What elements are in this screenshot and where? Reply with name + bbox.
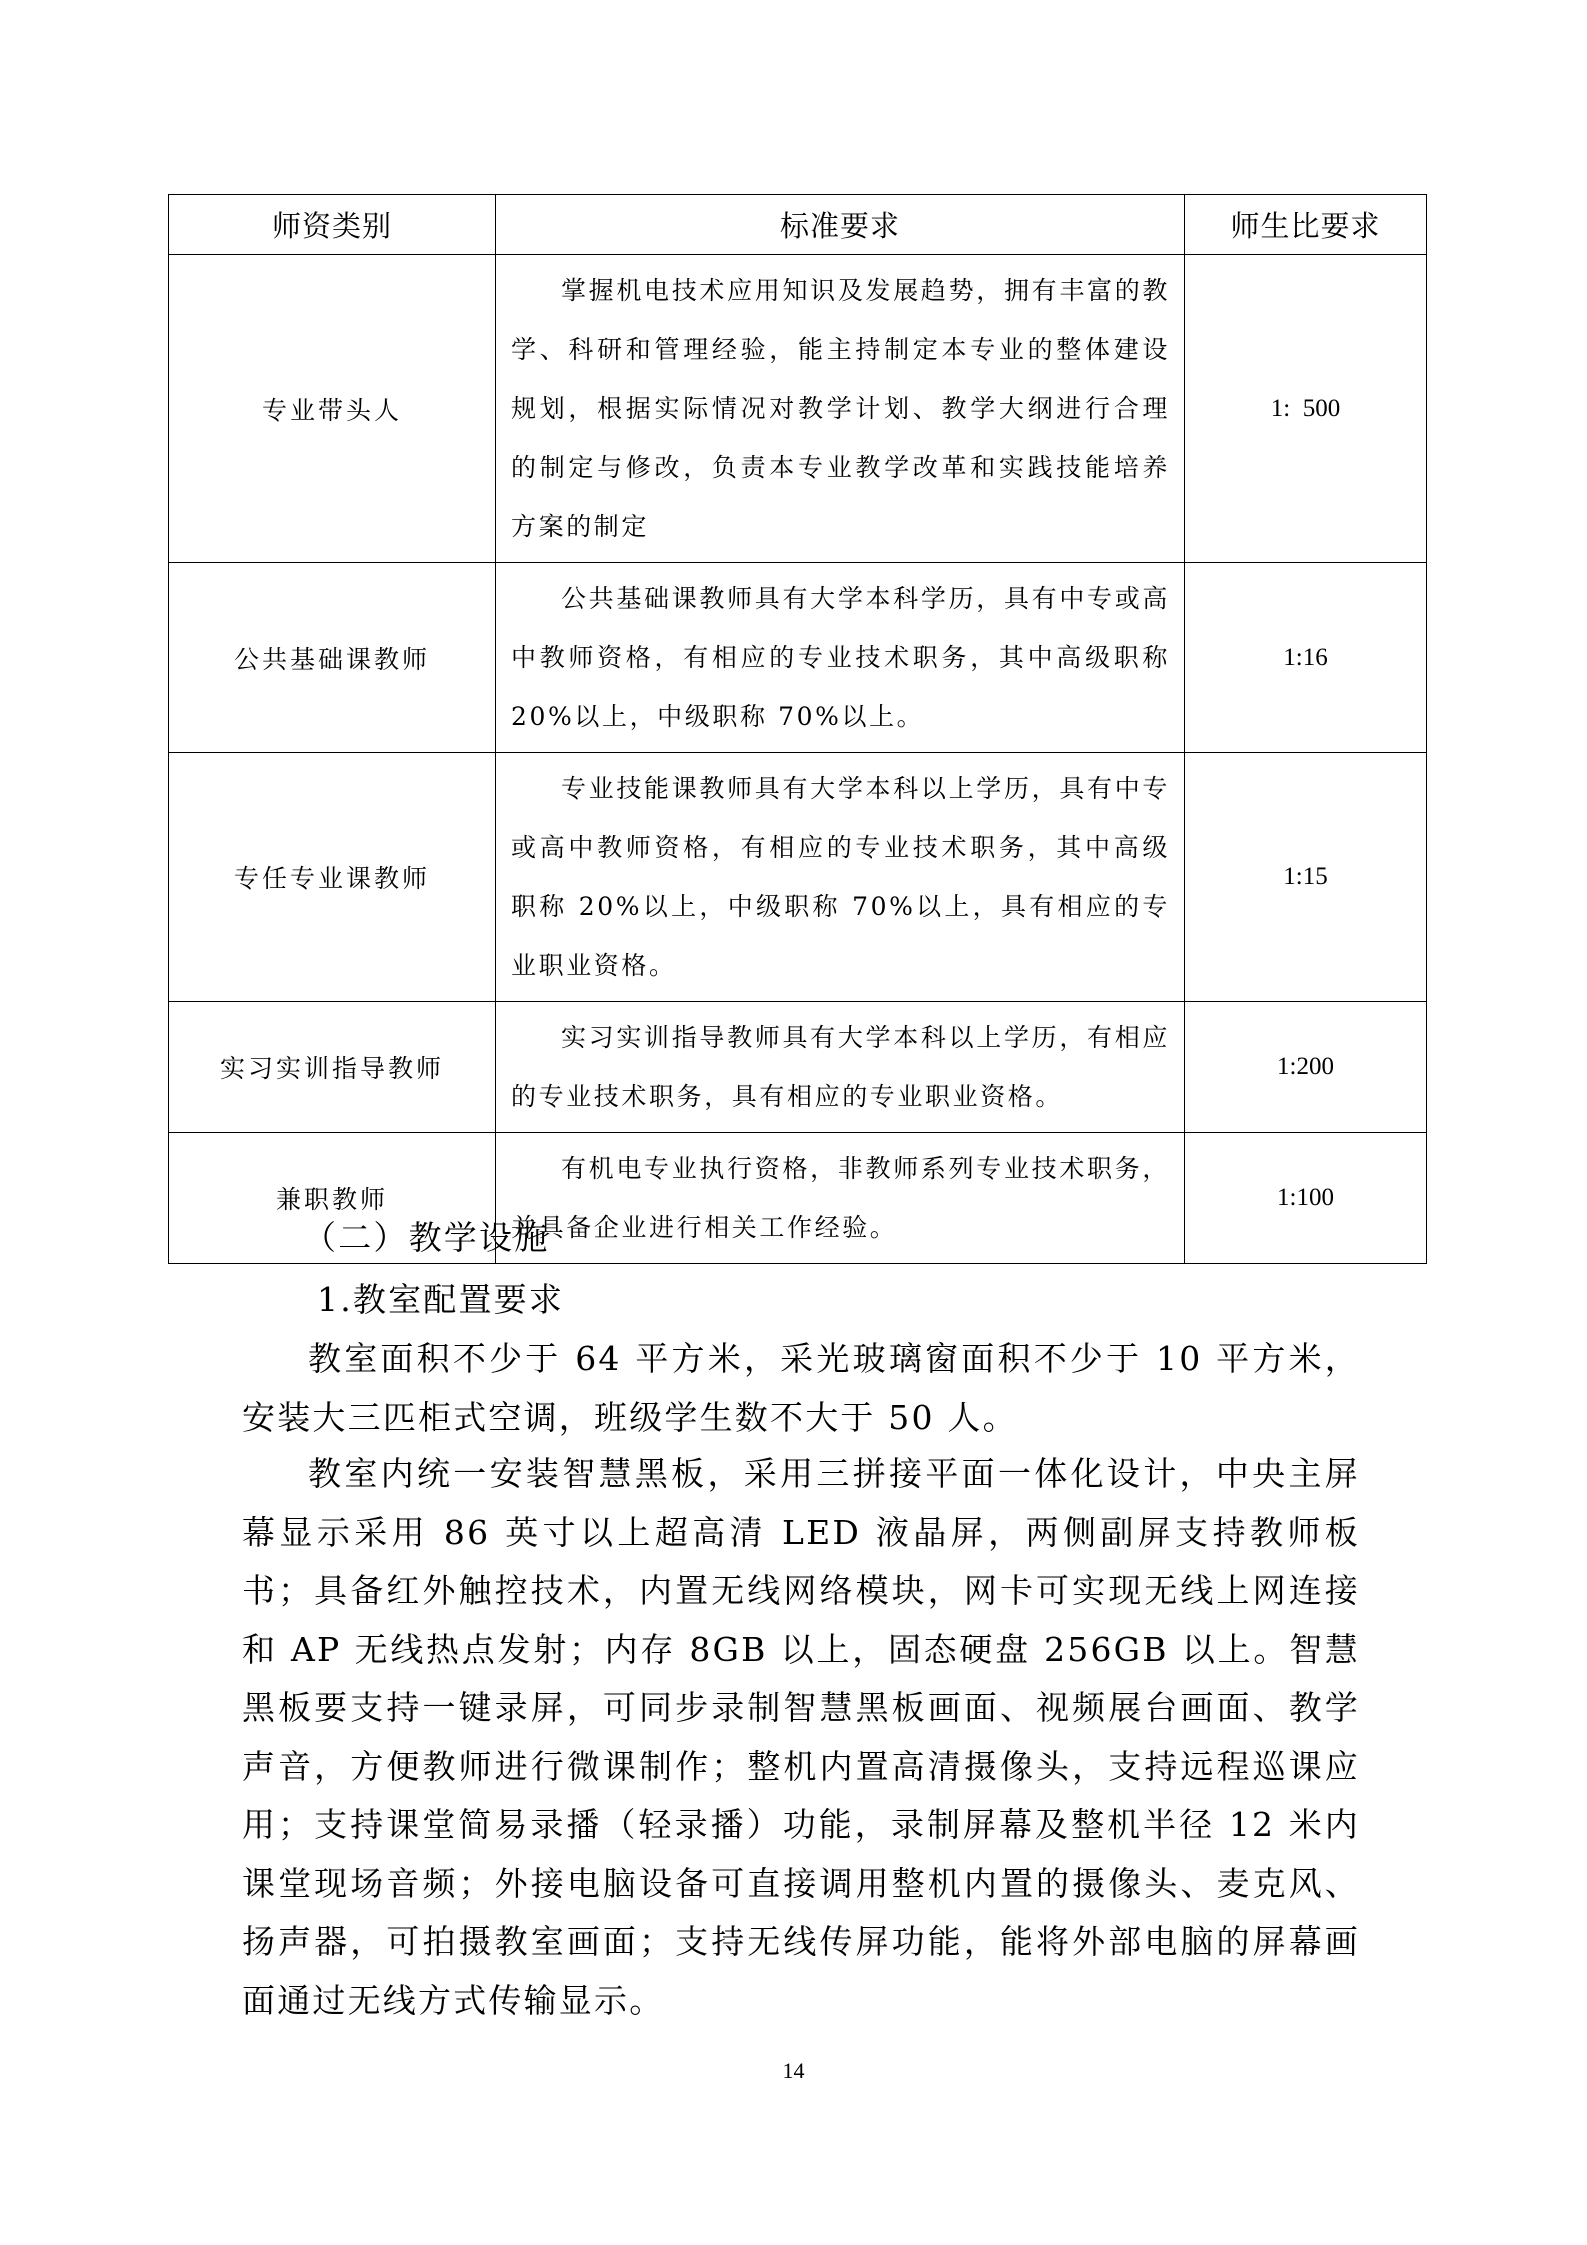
header-standard: 标准要求 bbox=[496, 195, 1185, 255]
category-cell: 公共基础课教师 bbox=[169, 563, 496, 753]
ratio-cell: 1: 500 bbox=[1185, 255, 1427, 563]
body-paragraph: 教室面积不少于 64 平方米，采光玻璃窗面积不少于 10 平方米，安装大三匹柜式空调，班级学生数不大于 50 人。 bbox=[242, 1339, 1360, 1437]
table-row bbox=[169, 563, 1427, 753]
teacher-qualification-table bbox=[168, 194, 1427, 1264]
standard-cell bbox=[496, 753, 1185, 1002]
ratio-cell: 1:15 bbox=[1185, 753, 1427, 1002]
standard-text: 实习实训指导教师具有大学本科以上学历，有相应的专业技术职务，具有相应的专业职业资格。 bbox=[511, 1023, 1170, 1111]
section-heading: （二）教学设施 bbox=[303, 1218, 550, 1257]
standard-text: 公共基础课教师具有大学本科学历，具有中专或高中教师资格，有相应的专业技术职务，其中高级职称 20%以上，中级职称 70%以上。 bbox=[511, 584, 1170, 731]
standard-cell bbox=[496, 255, 1185, 563]
standard-text: 专业技能课教师具有大学本科以上学历，具有中专或高中教师资格，有相应的专业技术职务，其中高级职称 20%以上，中级职称 70%以上，具有相应的专业职业资格。 bbox=[511, 774, 1170, 980]
category-cell: 兼职教师 bbox=[169, 1133, 496, 1264]
table-row bbox=[169, 753, 1427, 1002]
standard-cell bbox=[496, 563, 1185, 753]
header-category: 师资类别 bbox=[169, 195, 496, 255]
standard-text: 掌握机电技术应用知识及发展趋势，拥有丰富的教学、科研和管理经验，能主持制定本专业的整体建设规划，根据实际情况对教学计划、教学大纲进行合理的制定与修改，负责本专业教学改革和实践技能培养方案的制定 bbox=[511, 276, 1170, 541]
category-cell: 实习实训指导教师 bbox=[169, 1002, 496, 1133]
ratio-cell: 1:200 bbox=[1185, 1002, 1427, 1133]
table-row bbox=[169, 1002, 1427, 1133]
ratio-cell: 1:100 bbox=[1185, 1133, 1427, 1264]
table-row bbox=[169, 255, 1427, 563]
body-paragraph: 教室内统一安装智慧黑板，采用三拼接平面一体化设计，中央主屏幕显示采用 86 英寸以上超高清 LED 液晶屏，两侧副屏支持教师板书；具备红外触控技术，内置无线网络模块，网卡可实现无线上网连接和 AP 无线热点发射；内存 8GB 以上，固态硬盘 256GB 以上。智慧黑板要支持一键录屏，可同步录制智慧黑板画面、视频展台画面、教学声音，方便教师进行微课制作；整机内置高清摄像头，支持远程巡课应用；支持课堂简易录播（轻录播）功能，录制屏幕及整机半径 12 米内课堂现场音频；外接电脑设备可直接调用整机内置的摄像头、麦克风、扬声器，可拍摄教室画面；支持无线传屏功能，能将外部电脑的屏幕画面通过无线方式传输显示。 bbox=[242, 1454, 1360, 2020]
standard-text: 有机电专业执行资格，非教师系列专业技术职务，并具备企业进行相关工作经验。 bbox=[511, 1154, 1170, 1242]
category-cell: 专业带头人 bbox=[169, 255, 496, 563]
subsection-heading: 1.教室配置要求 bbox=[317, 1280, 565, 1319]
header-ratio: 师生比要求 bbox=[1185, 195, 1427, 255]
ratio-cell: 1:16 bbox=[1185, 563, 1427, 753]
table-header-row bbox=[169, 195, 1427, 255]
category-cell: 专任专业课教师 bbox=[169, 753, 496, 1002]
standard-cell bbox=[496, 1002, 1185, 1133]
page-number: 14 bbox=[782, 2058, 805, 2083]
